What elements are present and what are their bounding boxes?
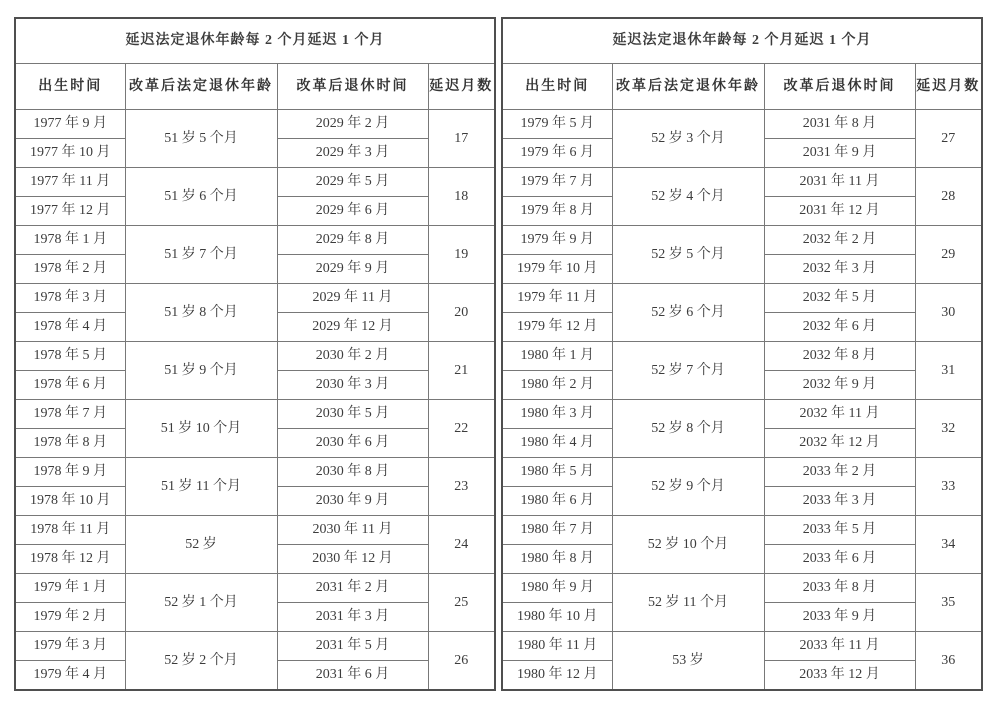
birth-month-cell: 1979 年 8 月: [502, 197, 612, 226]
statutory-retirement-age-cell: 52 岁 11 个月: [612, 574, 764, 632]
birth-month-cell: 1980 年 2 月: [502, 371, 612, 400]
delay-months-cell: 28: [915, 168, 982, 226]
birth-month-cell: 1979 年 3 月: [15, 632, 125, 661]
statutory-retirement-age-cell: 52 岁 9 个月: [612, 458, 764, 516]
birth-month-cell: 1977 年 10 月: [15, 139, 125, 168]
table-row: [15, 226, 495, 255]
birth-month-cell: 1978 年 11 月: [15, 516, 125, 545]
birth-month-cell: 1980 年 10 月: [502, 603, 612, 632]
tables-wrap: [14, 17, 983, 691]
delay-months-cell: 31: [915, 342, 982, 400]
birth-month-cell: 1979 年 7 月: [502, 168, 612, 197]
birth-month-cell: 1978 年 2 月: [15, 255, 125, 284]
retirement-time-cell: 2032 年 8 月: [764, 342, 915, 371]
column-header-delay-months: 延迟月数: [915, 64, 982, 110]
retirement-time-cell: 2033 年 11 月: [764, 632, 915, 661]
header-row: [15, 64, 495, 110]
retirement-time-cell: 2031 年 5 月: [277, 632, 428, 661]
table-row: [15, 516, 495, 545]
birth-month-cell: 1980 年 8 月: [502, 545, 612, 574]
retirement-time-cell: 2029 年 9 月: [277, 255, 428, 284]
retirement-time-cell: 2032 年 9 月: [764, 371, 915, 400]
statutory-retirement-age-cell: 51 岁 10 个月: [125, 400, 277, 458]
column-header-delay-months: 延迟月数: [428, 64, 495, 110]
retirement-time-cell: 2030 年 8 月: [277, 458, 428, 487]
retirement-time-cell: 2032 年 2 月: [764, 226, 915, 255]
statutory-retirement-age-cell: 52 岁 4 个月: [612, 168, 764, 226]
birth-month-cell: 1979 年 11 月: [502, 284, 612, 313]
table-row: [502, 458, 982, 487]
retirement-time-cell: 2031 年 9 月: [764, 139, 915, 168]
table-row: [15, 400, 495, 429]
retirement-time-cell: 2031 年 8 月: [764, 110, 915, 139]
delay-months-cell: 26: [428, 632, 495, 691]
delay-months-cell: 25: [428, 574, 495, 632]
delay-months-cell: 18: [428, 168, 495, 226]
table-row: [502, 342, 982, 371]
birth-month-cell: 1977 年 11 月: [15, 168, 125, 197]
delay-months-cell: 35: [915, 574, 982, 632]
birth-month-cell: 1980 年 12 月: [502, 661, 612, 691]
table-row: [502, 632, 982, 661]
retirement-time-cell: 2033 年 12 月: [764, 661, 915, 691]
column-header-birth-time: 出生时间: [502, 64, 612, 110]
retirement-time-cell: 2029 年 11 月: [277, 284, 428, 313]
birth-month-cell: 1978 年 12 月: [15, 545, 125, 574]
statutory-retirement-age-cell: 51 岁 11 个月: [125, 458, 277, 516]
column-header-statutory-age: 改革后法定退休年龄: [125, 64, 277, 110]
retirement-time-cell: 2031 年 6 月: [277, 661, 428, 691]
delay-months-cell: 32: [915, 400, 982, 458]
delay-months-cell: 19: [428, 226, 495, 284]
retirement-time-cell: 2033 年 5 月: [764, 516, 915, 545]
statutory-retirement-age-cell: 51 岁 8 个月: [125, 284, 277, 342]
table-row: [502, 516, 982, 545]
table-row: [15, 574, 495, 603]
delay-months-cell: 34: [915, 516, 982, 574]
table-row: [15, 632, 495, 661]
birth-month-cell: 1978 年 3 月: [15, 284, 125, 313]
delay-months-cell: 30: [915, 284, 982, 342]
retirement-time-cell: 2032 年 5 月: [764, 284, 915, 313]
retirement-time-cell: 2029 年 8 月: [277, 226, 428, 255]
retirement-time-cell: 2032 年 6 月: [764, 313, 915, 342]
statutory-retirement-age-cell: 52 岁: [125, 516, 277, 574]
statutory-retirement-age-cell: 53 岁: [612, 632, 764, 691]
table-row: [502, 400, 982, 429]
statutory-retirement-age-cell: 52 岁 5 个月: [612, 226, 764, 284]
retirement-time-cell: 2030 年 6 月: [277, 429, 428, 458]
birth-month-cell: 1979 年 6 月: [502, 139, 612, 168]
delay-months-cell: 23: [428, 458, 495, 516]
delay-months-cell: 22: [428, 400, 495, 458]
birth-month-cell: 1979 年 12 月: [502, 313, 612, 342]
table-row: [502, 110, 982, 139]
birth-month-cell: 1978 年 7 月: [15, 400, 125, 429]
delay-months-cell: 29: [915, 226, 982, 284]
retirement-time-cell: 2032 年 12 月: [764, 429, 915, 458]
retirement-time-cell: 2029 年 6 月: [277, 197, 428, 226]
delay-months-cell: 33: [915, 458, 982, 516]
statutory-retirement-age-cell: 51 岁 9 个月: [125, 342, 277, 400]
retirement-time-cell: 2032 年 3 月: [764, 255, 915, 284]
column-header-retire-time: 改革后退休时间: [764, 64, 915, 110]
birth-month-cell: 1978 年 6 月: [15, 371, 125, 400]
statutory-retirement-age-cell: 52 岁 3 个月: [612, 110, 764, 168]
retirement-time-cell: 2033 年 3 月: [764, 487, 915, 516]
table-row: [502, 168, 982, 197]
statutory-retirement-age-cell: 52 岁 7 个月: [612, 342, 764, 400]
birth-month-cell: 1980 年 3 月: [502, 400, 612, 429]
retirement-time-cell: 2033 年 2 月: [764, 458, 915, 487]
birth-month-cell: 1978 年 9 月: [15, 458, 125, 487]
retirement-time-cell: 2029 年 3 月: [277, 139, 428, 168]
table-row: [502, 574, 982, 603]
retirement-time-cell: 2029 年 5 月: [277, 168, 428, 197]
birth-month-cell: 1979 年 5 月: [502, 110, 612, 139]
birth-month-cell: 1980 年 1 月: [502, 342, 612, 371]
birth-month-cell: 1980 年 4 月: [502, 429, 612, 458]
birth-month-cell: 1979 年 2 月: [15, 603, 125, 632]
birth-month-cell: 1978 年 10 月: [15, 487, 125, 516]
retirement-time-cell: 2031 年 2 月: [277, 574, 428, 603]
retirement-time-cell: 2029 年 12 月: [277, 313, 428, 342]
birth-month-cell: 1978 年 5 月: [15, 342, 125, 371]
table-row: [15, 458, 495, 487]
birth-month-cell: 1978 年 8 月: [15, 429, 125, 458]
statutory-retirement-age-cell: 52 岁 8 个月: [612, 400, 764, 458]
table-row: [502, 226, 982, 255]
birth-month-cell: 1977 年 12 月: [15, 197, 125, 226]
delay-months-cell: 17: [428, 110, 495, 168]
retirement-time-cell: 2030 年 5 月: [277, 400, 428, 429]
table-row: [502, 284, 982, 313]
retirement-time-cell: 2030 年 9 月: [277, 487, 428, 516]
birth-month-cell: 1979 年 4 月: [15, 661, 125, 691]
table-row: [15, 284, 495, 313]
birth-month-cell: 1980 年 5 月: [502, 458, 612, 487]
delay-months-cell: 36: [915, 632, 982, 691]
column-header-birth-time: 出生时间: [15, 64, 125, 110]
delay-months-cell: 20: [428, 284, 495, 342]
header-row: [502, 64, 982, 110]
birth-month-cell: 1980 年 9 月: [502, 574, 612, 603]
retirement-time-cell: 2030 年 11 月: [277, 516, 428, 545]
delay-months-cell: 21: [428, 342, 495, 400]
birth-month-cell: 1978 年 4 月: [15, 313, 125, 342]
statutory-retirement-age-cell: 52 岁 10 个月: [612, 516, 764, 574]
birth-month-cell: 1979 年 9 月: [502, 226, 612, 255]
birth-month-cell: 1980 年 6 月: [502, 487, 612, 516]
birth-month-cell: 1980 年 7 月: [502, 516, 612, 545]
retirement-time-cell: 2031 年 3 月: [277, 603, 428, 632]
table-row: [15, 168, 495, 197]
statutory-retirement-age-cell: 52 岁 2 个月: [125, 632, 277, 691]
retirement-time-cell: 2033 年 9 月: [764, 603, 915, 632]
birth-month-cell: 1980 年 11 月: [502, 632, 612, 661]
retirement-time-cell: 2032 年 11 月: [764, 400, 915, 429]
delay-months-cell: 27: [915, 110, 982, 168]
table-title: 延迟法定退休年龄每 2 个月延迟 1 个月: [502, 18, 982, 64]
birth-month-cell: 1978 年 1 月: [15, 226, 125, 255]
table-row: [15, 342, 495, 371]
title-row: [15, 18, 495, 64]
retirement-time-cell: 2029 年 2 月: [277, 110, 428, 139]
retirement-time-cell: 2030 年 3 月: [277, 371, 428, 400]
title-row: [502, 18, 982, 64]
birth-month-cell: 1977 年 9 月: [15, 110, 125, 139]
table-title: 延迟法定退休年龄每 2 个月延迟 1 个月: [15, 18, 495, 64]
retirement-table-left: [14, 17, 496, 691]
statutory-retirement-age-cell: 51 岁 5 个月: [125, 110, 277, 168]
table-body: [502, 110, 982, 691]
retirement-table-right: [501, 17, 983, 691]
column-header-statutory-age: 改革后法定退休年龄: [612, 64, 764, 110]
statutory-retirement-age-cell: 51 岁 7 个月: [125, 226, 277, 284]
delay-months-cell: 24: [428, 516, 495, 574]
retirement-time-cell: 2030 年 12 月: [277, 545, 428, 574]
birth-month-cell: 1979 年 10 月: [502, 255, 612, 284]
retirement-time-cell: 2031 年 11 月: [764, 168, 915, 197]
column-header-retire-time: 改革后退休时间: [277, 64, 428, 110]
statutory-retirement-age-cell: 51 岁 6 个月: [125, 168, 277, 226]
retirement-time-cell: 2030 年 2 月: [277, 342, 428, 371]
table-row: [15, 110, 495, 139]
statutory-retirement-age-cell: 52 岁 1 个月: [125, 574, 277, 632]
retirement-time-cell: 2031 年 12 月: [764, 197, 915, 226]
retirement-time-cell: 2033 年 8 月: [764, 574, 915, 603]
table-body: [15, 110, 495, 691]
statutory-retirement-age-cell: 52 岁 6 个月: [612, 284, 764, 342]
retirement-time-cell: 2033 年 6 月: [764, 545, 915, 574]
birth-month-cell: 1979 年 1 月: [15, 574, 125, 603]
